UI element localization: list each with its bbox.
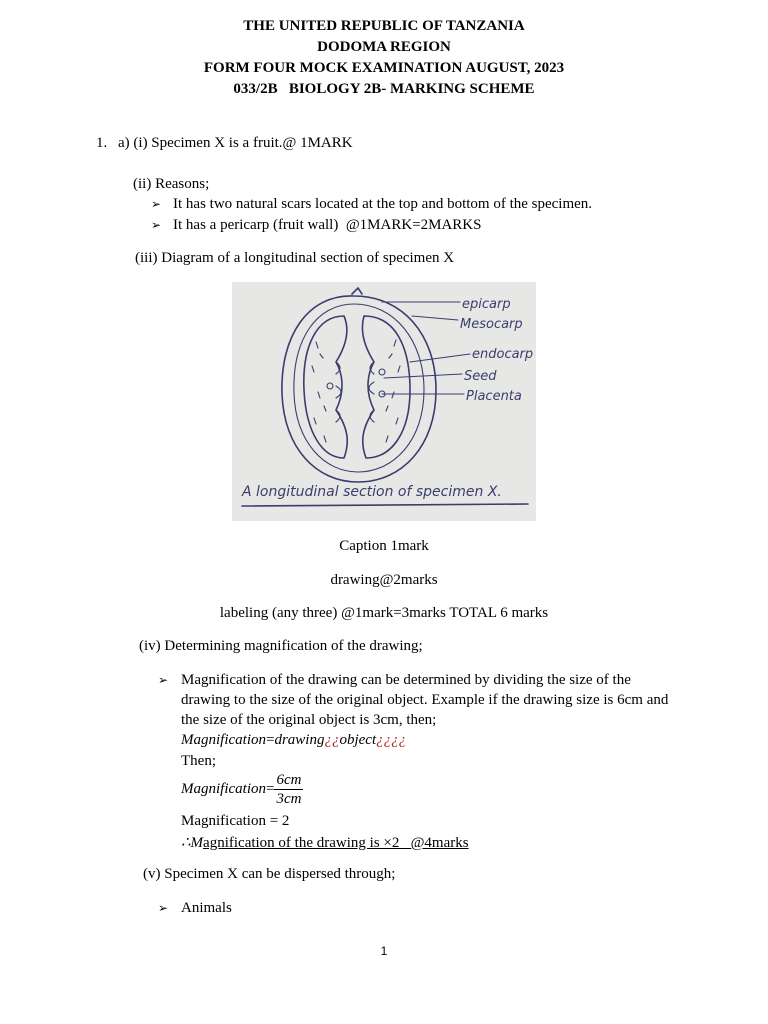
magnification-bullet xyxy=(158,672,168,689)
figure-caption: A longitudinal section of specimen X. xyxy=(242,484,502,500)
dispersal-item: Animals xyxy=(181,900,232,916)
header-line-4: 033/2B BIOLOGY 2B- MARKING SCHEME xyxy=(233,81,535,97)
label-endocarp: endocarp xyxy=(472,347,534,362)
conclusion-text: ∴Magnification of the drawing is ×2 @4marks xyxy=(181,835,469,851)
marks-labeling: labeling (any three) @1mark=3marks TOTAL 6 marks xyxy=(219,605,549,621)
magnification-text-line: Magnification of the drawing can be determined by dividing the size of the xyxy=(181,672,631,688)
diagram-heading: (iii) Diagram of a longitudinal section of specimen X xyxy=(135,250,455,266)
header-line-3: FORM FOUR MOCK EXAMINATION AUGUST, 2023 xyxy=(203,60,565,76)
marks-caption: Caption 1mark xyxy=(339,538,429,554)
header-line-1: THE UNITED REPUBLIC OF TANZANIA xyxy=(243,18,525,34)
part-a-i: a) (i) Specimen X is a fruit.@ 1MARK xyxy=(118,135,353,151)
reason-item xyxy=(151,196,161,213)
magnification-heading: (iv) Determining magnification of the drawing; xyxy=(139,638,423,654)
formula-garbled: Magnification=drawing¿¿object¿¿¿¿ xyxy=(181,732,407,748)
reason-text: It has two natural scars located at the top and bottom of the specimen. xyxy=(173,196,593,212)
reasons-heading: (ii) Reasons; xyxy=(133,176,210,192)
dispersal-bullet xyxy=(158,900,168,917)
label-placenta: Placenta xyxy=(466,389,522,404)
arrowhead-bullet-icon: ➢ xyxy=(151,218,162,232)
magnification-text-line: drawing to the size of the original object. Example if the drawing size is 6cm and xyxy=(181,692,669,708)
label-epicarp: epicarp xyxy=(462,297,511,312)
marks-drawing: drawing@2marks xyxy=(330,572,438,588)
formula-fraction: Magnification= $\frac{6cm}{3cm}$ xyxy=(181,772,302,807)
reason-text: It has a pericarp (fruit wall) @1MARK=2MARKS xyxy=(173,217,482,233)
magnification-text-line: the size of the original object is 3cm, then; xyxy=(181,712,437,728)
label-seed: Seed xyxy=(464,369,497,384)
result-text: Magnification = 2 xyxy=(181,813,290,829)
page-number: 1 xyxy=(380,944,388,958)
then-text: Then; xyxy=(181,753,216,769)
dispersal-heading: (v) Specimen X can be dispersed through; xyxy=(143,866,396,882)
reason-item xyxy=(151,217,161,234)
arrowhead-bullet-icon: ➢ xyxy=(158,673,169,687)
arrowhead-bullet-icon: ➢ xyxy=(151,197,162,211)
label-mesocarp: Mesocarp xyxy=(460,317,523,332)
header-line-2: DODOMA REGION xyxy=(317,39,451,55)
arrowhead-bullet-icon: ➢ xyxy=(158,901,169,915)
question-number: 1. xyxy=(96,135,108,151)
fruit-section-figure xyxy=(232,282,536,521)
